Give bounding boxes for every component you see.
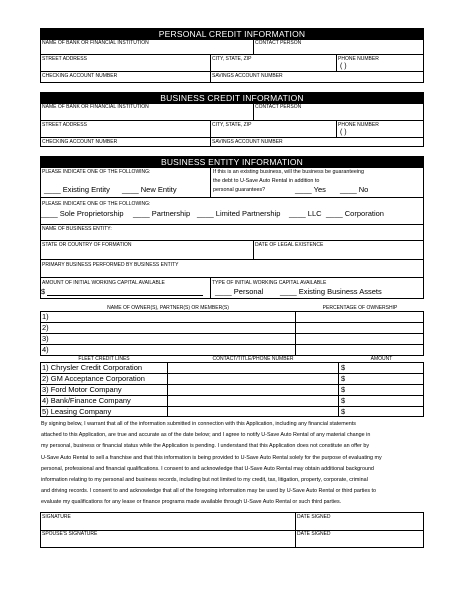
corporation-option[interactable]: ____ Corporation <box>326 209 384 218</box>
business-entity-header: BUSINESS ENTITY INFORMATION <box>40 156 424 168</box>
business-savings-field[interactable]: SAVINGS ACCOUNT NUMBER <box>212 139 283 145</box>
owners-pct-header: PERCENTAGE OF OWNERSHIP <box>322 305 398 311</box>
statement-line: evaluate my qualifications for any lease or finance programs made available through U-Save Auto Rental or such third parties. <box>41 499 342 506</box>
primary-business-field[interactable]: PRIMARY BUSINESS PERFORMED BY BUSINESS ENTITY <box>42 262 179 268</box>
spouse-signature-field[interactable]: SPOUSE'S SIGNATURE <box>42 531 98 537</box>
personal-contact-field[interactable]: CONTACT PERSON <box>255 40 302 46</box>
legal-existence-date-field[interactable]: DATE OF LEGAL EXISTENCE <box>255 242 324 248</box>
personal-credit-header: PERSONAL CREDIT INFORMATION <box>40 28 424 40</box>
business-phone-parens: ( ) <box>340 129 347 136</box>
working-capital-dollar: $ <box>41 287 46 296</box>
guarantee-question-line3: personal guarantees? <box>213 187 266 193</box>
business-contact-field[interactable]: CONTACT PERSON <box>255 104 302 110</box>
business-street-field[interactable]: STREET ADDRESS <box>42 122 87 128</box>
state-formation-field[interactable]: STATE OR COUNTRY OF FORMATION <box>42 242 132 248</box>
fleet-row-1: 1) Chrysler Credit Corporation <box>42 363 143 372</box>
statement-line: attached to this Application, are true and accurate as of the date below; and I agree to notify U-Save Auto Rental of any material change in <box>41 432 371 439</box>
guarantee-question-line2: the debt to U-Save Auto Rental in addition to <box>213 178 320 184</box>
business-bank-field[interactable]: NAME OF BANK OR FINANCIAL INSTITUTION <box>42 104 149 110</box>
fleet-amount-4[interactable]: $ <box>341 396 346 405</box>
business-checking-field[interactable]: CHECKING ACCOUNT NUMBER <box>42 139 118 145</box>
fleet-amount-2[interactable]: $ <box>341 374 346 383</box>
personal-bank-field[interactable]: NAME OF BANK OR FINANCIAL INSTITUTION <box>42 40 149 46</box>
applicant-statement <box>41 419 425 509</box>
spouse-date-signed-field[interactable]: DATE SIGNED <box>297 531 331 537</box>
llc-option[interactable]: ____ LLC <box>289 209 322 218</box>
statement-line: personal, professional and financial qualifications. I consent to and acknowledge that U-Save Auto Rental may obtain additional background <box>41 465 374 472</box>
guarantee-no-option[interactable]: ____ No <box>340 185 369 194</box>
owner-row-2[interactable]: 2) <box>42 323 49 332</box>
existing-entity-option[interactable]: ____ Existing Entity <box>44 185 110 194</box>
business-credit-header: BUSINESS CREDIT INFORMATION <box>40 92 424 104</box>
entity-type-label: PLEASE INDICATE ONE OF THE FOLLOWING: <box>42 201 151 207</box>
statement-line: information relating to my personal and business records, including but not limited to my credit, tax, litigation, property, corporate, criminal <box>41 477 368 484</box>
personal-savings-field[interactable]: SAVINGS ACCOUNT NUMBER <box>212 73 283 79</box>
new-entity-option[interactable]: ____ New Entity <box>122 185 177 194</box>
existing-assets-option[interactable]: ____ Existing Business Assets <box>280 287 382 296</box>
fleet-row-2: 2) GM Acceptance Corporation <box>42 374 145 383</box>
personal-capital-option[interactable]: ____ Personal <box>215 287 264 296</box>
personal-city-field[interactable]: CITY, STATE, ZIP <box>212 56 252 62</box>
statement-line: By signing below, I warrant that all of the information submitted in connection with this Application, including any financial statements <box>41 421 356 427</box>
limited-partnership-option[interactable]: ____ Limited Partnership <box>197 209 281 218</box>
partnership-option[interactable]: ____ Partnership <box>133 209 191 218</box>
personal-checking-field[interactable]: CHECKING ACCOUNT NUMBER <box>42 73 118 79</box>
date-signed-field[interactable]: DATE SIGNED <box>297 514 331 520</box>
fleet-col-header: FLEET CREDIT LINES <box>78 356 130 362</box>
personal-phone-field[interactable]: PHONE NUMBER <box>338 56 379 62</box>
personal-street-field[interactable]: STREET ADDRESS <box>42 56 87 62</box>
business-city-field[interactable]: CITY, STATE, ZIP <box>212 122 252 128</box>
fleet-row-5: 5) Leasing Company <box>42 407 112 416</box>
signature-field[interactable]: SIGNATURE <box>42 514 71 520</box>
owners-name-header: NAME OF OWNER(S), PARTNER(S) OR MEMBER(S) <box>107 305 229 311</box>
statement-line: and driving records. I consent to and acknowledge that all of the foregoing information may be used by U-Save Auto Rental or third parties to <box>41 488 377 495</box>
entity-indicate-label: PLEASE INDICATE ONE OF THE FOLLOWING: <box>42 169 151 175</box>
owner-row-1[interactable]: 1) <box>42 312 49 321</box>
business-phone-field[interactable]: PHONE NUMBER <box>338 122 379 128</box>
guarantee-yes-option[interactable]: ____ Yes <box>295 185 326 194</box>
fleet-row-4: 4) Bank/Finance Company <box>42 396 131 405</box>
working-capital-amount-field[interactable]: AMOUNT OF INITIAL WORKING CAPITAL AVAILABLE <box>42 280 165 286</box>
guarantee-question-line1: If this is an existing business, will the business be guaranteeing <box>213 169 365 175</box>
fleet-amount-3[interactable]: $ <box>341 385 346 394</box>
amount-col-header: AMOUNT <box>370 356 393 362</box>
statement-line: my personal, business or financial status while the Application is pending. I understand that this Application does not constitute an offer by <box>41 443 370 450</box>
owner-row-3[interactable]: 3) <box>42 334 49 343</box>
owner-row-4[interactable]: 4) <box>42 345 49 354</box>
working-capital-type-label: TYPE OF INITIAL WORKING CAPITAL AVAILABLE <box>212 280 327 286</box>
fleet-row-3: 3) Ford Motor Company <box>42 385 122 394</box>
contact-col-header: CONTACT/TITLE/PHONE NUMBER <box>212 356 294 362</box>
fleet-amount-5[interactable]: $ <box>341 407 346 416</box>
fleet-amount-1[interactable]: $ <box>341 363 346 372</box>
sole-proprietorship-option[interactable]: ____ Sole Proprietorship <box>41 209 124 218</box>
personal-phone-parens: ( ) <box>340 63 347 70</box>
business-name-field[interactable]: NAME OF BUSINESS ENTITY: <box>42 226 112 232</box>
statement-line: U-Save Auto Rental to sell a franchise and that this information is being provided to U-Save Auto Rental solely for the purpose of evaluating my <box>41 454 382 461</box>
